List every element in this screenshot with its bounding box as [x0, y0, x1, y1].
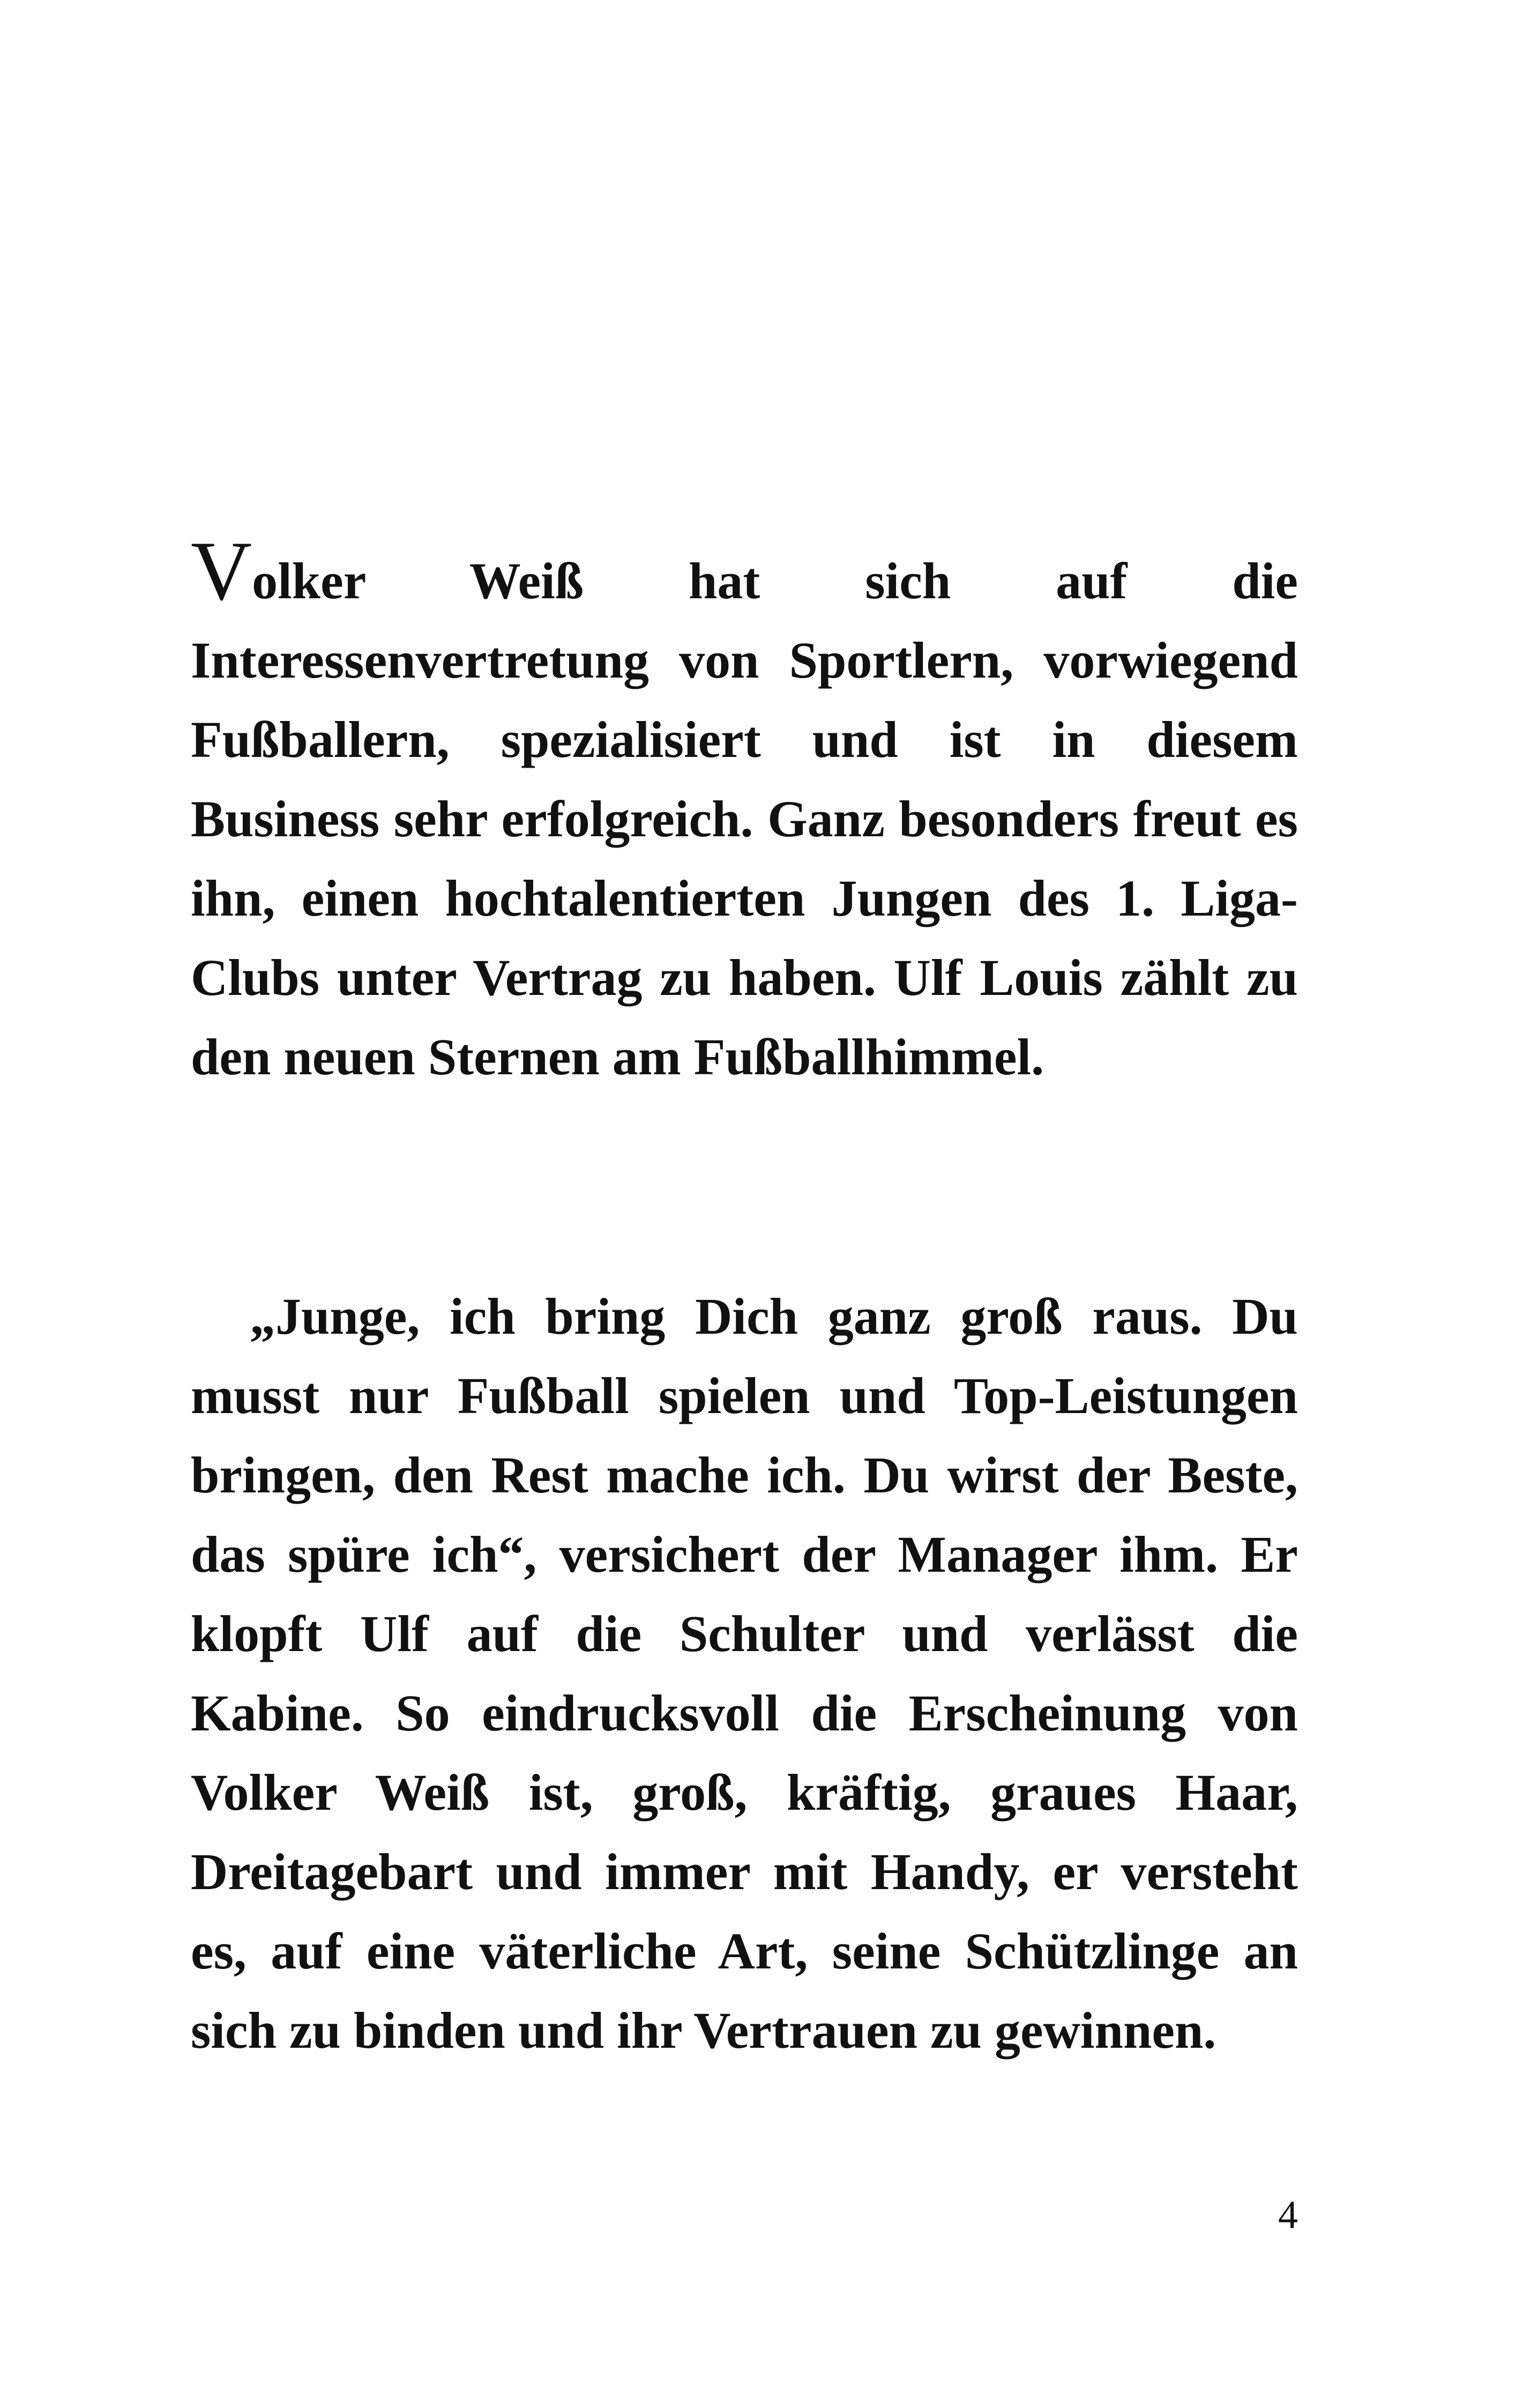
paragraph-1-text: olker Weiß hat sich auf die Interessenvertretung von Sportlern, vorwiegend Fußballern, spezialisiert und ist in diesem Business sehr erfolgreich. Ganz besonders freut es ihn, einen hochtalentierten Jungen des 1. Liga-Clubs unter Vertrag zu haben. Ulf Louis zählt zu den neuen Sternen am Fußballhimmel. — [191, 552, 1298, 1086]
drop-cap: V — [191, 524, 252, 618]
paragraph-2: „Junge, ich bring Dich ganz groß raus. Du musst nur Fußball spielen und Top-Leistungen bringen, den Rest mache ich. Du wirst der Beste, das spüre ich“, versichert der Manager ihm. Er klopft Ulf auf die Schulter und verlässt die Kabine. So eindrucksvoll die Erscheinung von Volker Weiß ist, groß, kräftig, graues Haar, Dreitagebart und immer mit Handy, er versteht es, auf eine väterliche Art, seine Schützlinge an sich zu binden und ihr Vertrauen zu gewinnen. — [191, 1288, 1298, 2059]
page-number: 4 — [1278, 2193, 1298, 2237]
paragraph-1 — [191, 524, 1298, 1097]
